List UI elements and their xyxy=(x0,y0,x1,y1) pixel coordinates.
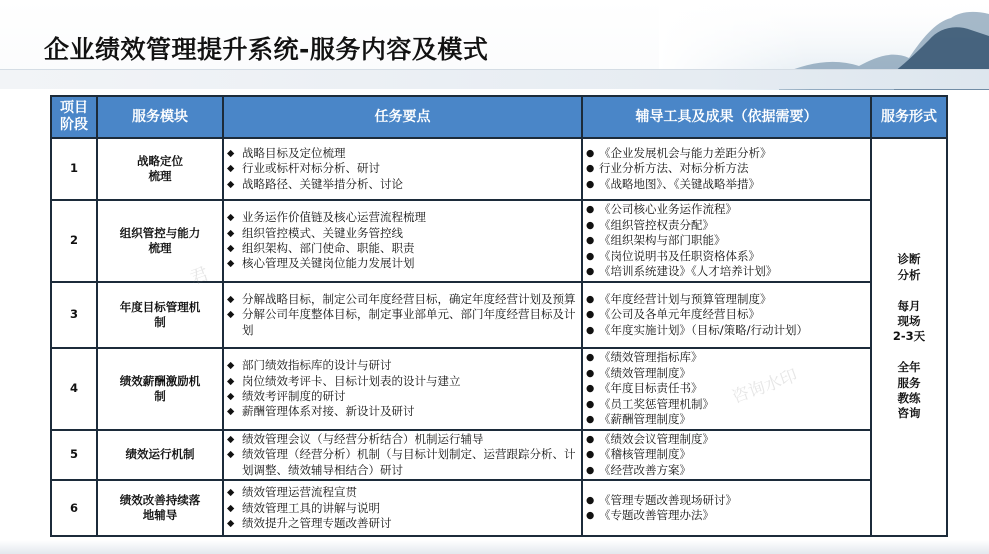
tools-output-list xyxy=(586,350,867,427)
tool-output-item: ● 《员工奖惩管理机制》 xyxy=(586,397,867,412)
task-points-cell xyxy=(223,200,582,282)
tools-output-cell xyxy=(582,282,871,348)
tool-output-item: ● 《年度目标责任书》 xyxy=(586,381,867,396)
tool-output-item: ● 《培训系统建设》《人才培养计划》 xyxy=(586,264,867,279)
tools-output-list xyxy=(586,432,867,478)
task-point: ◆ 绩效考评制度的研讨 xyxy=(227,389,578,404)
task-points-cell xyxy=(223,282,582,348)
task-point: ◆ 薪酬管理体系对接、新设计及研讨 xyxy=(227,404,578,419)
stage-number: 6 xyxy=(51,480,97,536)
task-points-list xyxy=(227,146,578,192)
stage-number: 5 xyxy=(51,430,97,480)
service-module: 绩效改善持续落 地辅导 xyxy=(97,480,223,536)
stage-number: 4 xyxy=(51,348,97,430)
header-stage: 项目 阶段 xyxy=(51,96,97,138)
task-point: ◆ 分解战略目标，制定公司年度经营目标，确定年度经营计划及预算 xyxy=(227,292,578,307)
service-module: 组织管控与能力 梳理 xyxy=(97,200,223,282)
task-points-list xyxy=(227,432,578,478)
stage-number: 3 xyxy=(51,282,97,348)
task-points-cell xyxy=(223,430,582,480)
tool-output-item: ● 行业分析方法、对标分析方法 xyxy=(586,161,867,176)
table-row xyxy=(51,348,947,430)
task-points-cell xyxy=(223,138,582,200)
service-content-table xyxy=(50,95,948,537)
table-row xyxy=(51,282,947,348)
task-point: ◆ 岗位绩效考评卡、目标计划表的设计与建立 xyxy=(227,374,578,389)
tool-output-item: ● 《稽核管理制度》 xyxy=(586,447,867,462)
task-point: ◆ 业务运作价值链及核心运营流程梳理 xyxy=(227,210,578,225)
title-underline-band xyxy=(0,69,989,89)
tool-output-item: ● 《绩效管理制度》 xyxy=(586,366,867,381)
header-form: 服务形式 xyxy=(871,96,947,138)
stage-number: 1 xyxy=(51,138,97,200)
slide-title: 企业绩效管理提升系统-服务内容及模式 xyxy=(44,35,489,64)
service-form: 诊断 分析 每月 现场 2-3天 全年 服务 教练 咨询 xyxy=(871,138,947,536)
tool-output-item: ● 《组织管控权责分配》 xyxy=(586,218,867,233)
table-row xyxy=(51,200,947,282)
header-module: 服务模块 xyxy=(97,96,223,138)
task-point: ◆ 部门绩效指标库的设计与研讨 xyxy=(227,358,578,373)
task-point: ◆ 行业或标杆对标分析、研讨 xyxy=(227,161,578,176)
table-row xyxy=(51,480,947,536)
tool-output-item: ● 《绩效会议管理制度》 xyxy=(586,432,867,447)
task-points-cell xyxy=(223,480,582,536)
tool-output-item: ● 《管理专题改善现场研讨》 xyxy=(586,493,867,508)
task-point: ◆ 战略目标及定位梳理 xyxy=(227,146,578,161)
service-module: 战略定位 梳理 xyxy=(97,138,223,200)
task-points-list xyxy=(227,292,578,338)
tool-output-item: ● 《战略地图》、《关键战略举措》 xyxy=(586,177,867,192)
tools-output-cell xyxy=(582,480,871,536)
watermark-left: 君 xyxy=(187,263,212,290)
tools-output-list xyxy=(586,146,867,192)
task-point: ◆ 绩效管理（经营分析）机制（与目标计划制定、运营跟踪分析、计划调整、绩效辅导相结合）研讨 xyxy=(227,447,578,478)
tools-output-cell xyxy=(582,430,871,480)
task-point: ◆ 分解公司年度整体目标，制定事业部单元、部门年度经营目标及计划 xyxy=(227,307,578,338)
service-module: 绩效运行机制 xyxy=(97,430,223,480)
task-point: ◆ 组织架构、部门使命、职能、职责 xyxy=(227,241,578,256)
task-point: ◆ 绩效管理会议（与经营分析结合）机制运行辅导 xyxy=(227,432,578,447)
tool-output-item: ● 《组织架构与部门职能》 xyxy=(586,233,867,248)
tool-output-item: ● 《企业发展机会与能力差距分析》 xyxy=(586,146,867,161)
service-module: 年度目标管理机 制 xyxy=(97,282,223,348)
task-point: ◆ 绩效管理工具的讲解与说明 xyxy=(227,501,578,516)
watermark-right: 咨询水印 xyxy=(729,365,801,408)
header-tools: 辅导工具及成果（依据需要） xyxy=(582,96,871,138)
table-header-row xyxy=(51,96,947,138)
title-divider xyxy=(0,69,989,70)
tool-output-item: ● 《经营改善方案》 xyxy=(586,463,867,478)
task-points-list xyxy=(227,358,578,420)
task-points-list xyxy=(227,210,578,272)
tool-output-item: ● 《年度经营计划与预算管理制度》 xyxy=(586,292,867,307)
task-point: ◆ 核心管理及关键岗位能力发展计划 xyxy=(227,256,578,271)
tool-output-item: ● 《专题改善管理办法》 xyxy=(586,508,867,523)
tools-output-list xyxy=(586,202,867,279)
task-points-cell xyxy=(223,348,582,430)
table-row xyxy=(51,430,947,480)
tools-output-cell xyxy=(582,138,871,200)
tool-output-item: ● 《岗位说明书及任职资格体系》 xyxy=(586,249,867,264)
task-point: ◆ 战略路径、关键举措分析、讨论 xyxy=(227,177,578,192)
tools-output-cell xyxy=(582,348,871,430)
tool-output-item: ● 《公司及各单元年度经营目标》 xyxy=(586,307,867,322)
tools-output-list xyxy=(586,493,867,524)
header-tasks: 任务要点 xyxy=(223,96,582,138)
tools-output-list xyxy=(586,292,867,338)
tools-output-cell xyxy=(582,200,871,282)
tool-output-item: ● 《公司核心业务运作流程》 xyxy=(586,202,867,217)
task-point: ◆ 组织管控模式、关键业务管控线 xyxy=(227,226,578,241)
table-row xyxy=(51,138,947,200)
task-point: ◆ 绩效提升之管理专题改善研讨 xyxy=(227,516,578,531)
task-points-list xyxy=(227,485,578,531)
tool-output-item: ● 《薪酬管理制度》 xyxy=(586,412,867,427)
task-point: ◆ 绩效管理运营流程宣贯 xyxy=(227,485,578,500)
service-module: 绩效薪酬激励机 制 xyxy=(97,348,223,430)
tool-output-item: ● 《绩效管理指标库》 xyxy=(586,350,867,365)
tool-output-item: ● 《年度实施计划》（目标/策略/行动计划） xyxy=(586,323,867,338)
stage-number: 2 xyxy=(51,200,97,282)
footer-band xyxy=(0,540,989,554)
